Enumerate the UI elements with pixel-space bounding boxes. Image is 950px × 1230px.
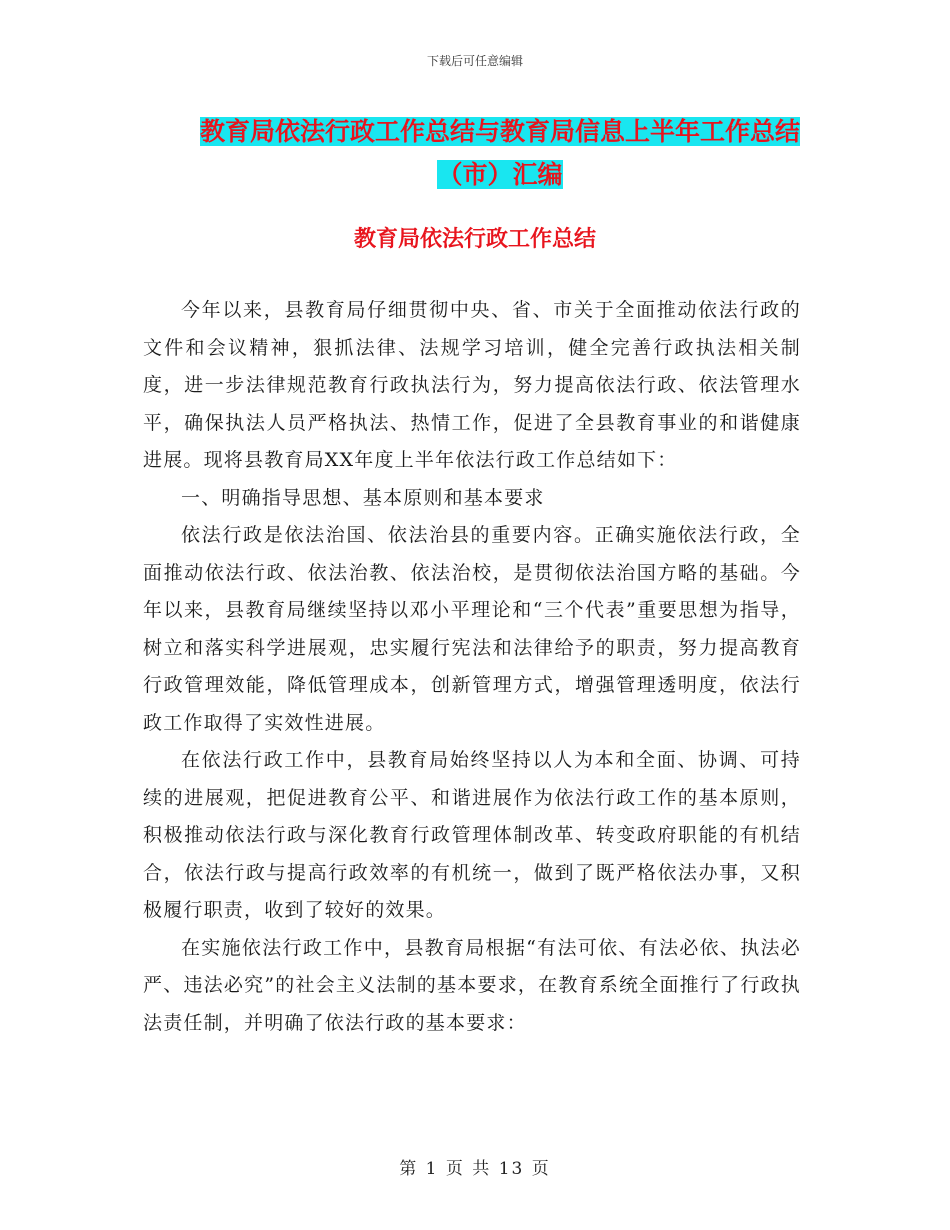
section-title: 教育局依法行政工作总结 (353, 227, 596, 252)
document-title (190, 110, 810, 196)
document-body (143, 292, 801, 1042)
paragraph: 依法行政是依法治国、依法治县的重要内容。正确实施依法行政，全面推动依法行政、依法治教、依法治校，是贯彻依法治国方略的基础。今年以来，县教育局继续坚持以邓小平理论和“三个代表”重要思想为指导，树立和落实科学进展观，忠实履行宪法和法律给予的职责，努力提高教育行政管理效能，降低管理成本，创新管理方式，增强管理透明度，依法行政工作取得了实效性进展。 (143, 524, 801, 734)
paragraph-heading: 一、明确指导思想、基本原则和基本要求 (181, 486, 545, 509)
document-title-text: 教育局依法行政工作总结与教育局信息上半年工作总结（市）汇编 (199, 117, 800, 189)
header-note: 下载后可任意编辑 (426, 54, 523, 68)
paragraph: 在实施依法行政工作中，县教育局根据“有法可依、有法必依、执法必严、违法必究”的社会主义法制的基本要求，在教育系统全面推行了行政执法责任制，并明确了依法行政的基本要求： (143, 936, 801, 1034)
page-number-footer: 第 1 页 共 13 页 (399, 1159, 551, 1179)
paragraph: 今年以来，县教育局仔细贯彻中央、省、市关于全面推动依法行政的文件和会议精神，狠抓法律、法规学习培训，健全完善行政执法相关制度，进一步法律规范教育行政执法行为，努力提高依法行政、依法管理水平，确保执法人员严格执法、热情工作，促进了全县教育事业的和谐健康进展。现将县教育局XX年度上半年依法行政工作总结如下： (143, 299, 801, 471)
paragraph: 在依法行政工作中，县教育局始终坚持以人为本和全面、协调、可持续的进展观，把促进教育公平、和谐进展作为依法行政工作的基本原则，积极推动依法行政与深化教育行政管理体制改革、转变政府职能的有机结合，依法行政与提高行政效率的有机统一，做到了既严格依法办事，又积极履行职责，收到了较好的效果。 (143, 749, 801, 921)
